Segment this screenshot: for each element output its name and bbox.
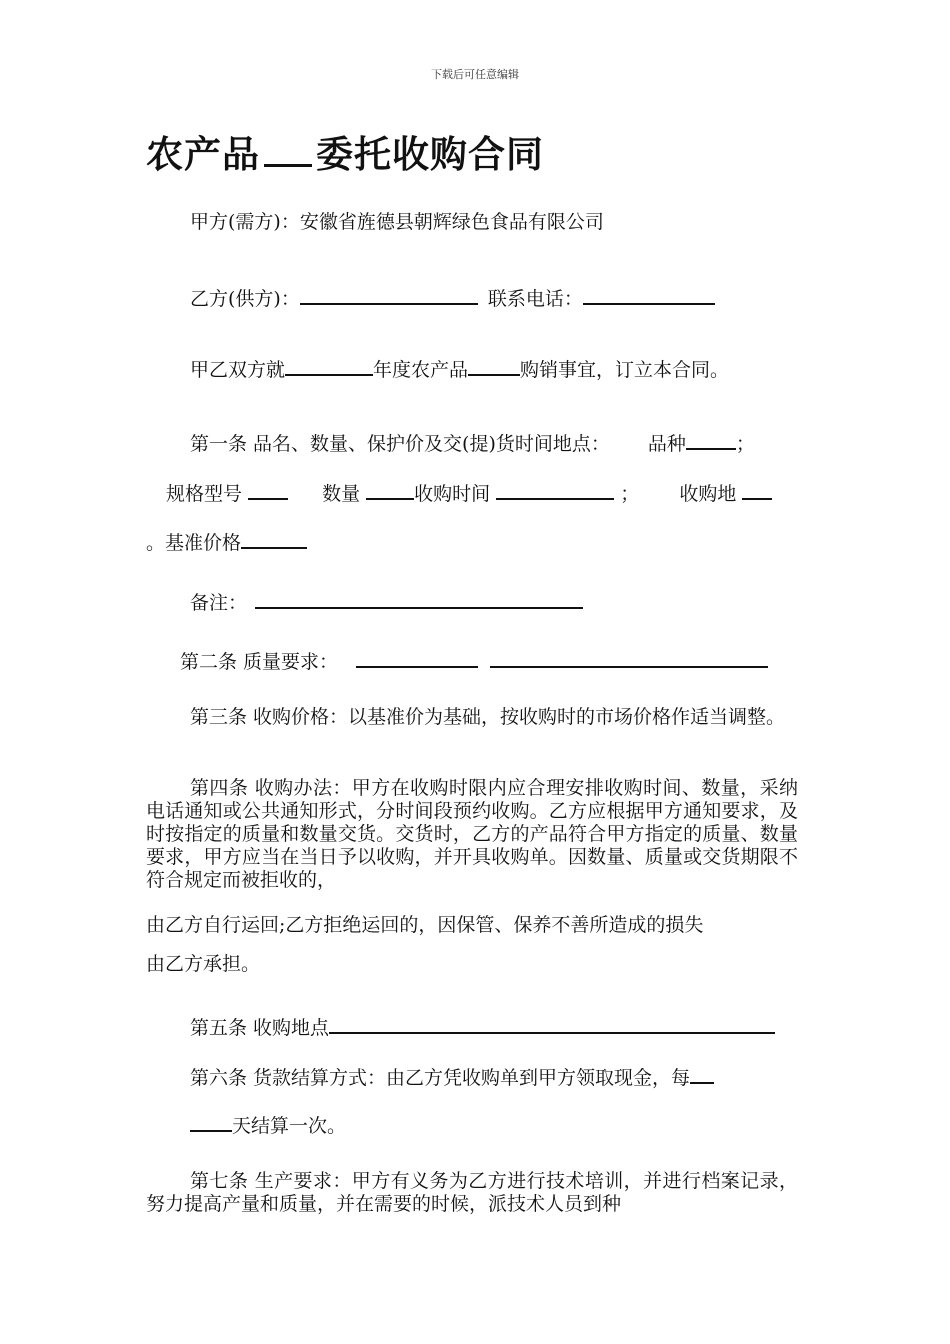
note-label: 备注： xyxy=(190,592,248,614)
title-part2: 委托收购合同 xyxy=(316,132,544,176)
time-end: ； xyxy=(620,483,640,505)
place-blank xyxy=(742,478,772,500)
article7-paragraph: 第七条 生产要求：甲方有义务为乙方进行技术培训，并进行档案记录，努力提高产量和质量，并在需要的时候，派技术人员到种 xyxy=(146,1170,798,1215)
intro-part3: 购销事宜，订立本合同。 xyxy=(520,359,730,381)
article4-line-c: 由乙方承担。 xyxy=(146,953,261,975)
title-part1: 农产品 xyxy=(146,132,260,176)
spec-label: 规格型号 xyxy=(166,483,243,505)
variety-end: ； xyxy=(735,433,755,455)
quality-blank-2 xyxy=(490,646,768,668)
article5-line xyxy=(190,1012,775,1040)
title-blank xyxy=(264,134,312,167)
variety-label: 品种 xyxy=(647,433,686,455)
product-blank xyxy=(468,354,520,376)
time-label: 收购时间 xyxy=(414,483,491,505)
article6-end: 天结算一次。 xyxy=(232,1115,347,1137)
year-blank xyxy=(285,354,373,376)
qty-label: 数量 xyxy=(322,483,361,505)
time-blank xyxy=(496,478,614,500)
settle-blank-b xyxy=(190,1110,232,1132)
intro-line xyxy=(190,354,729,382)
party-a-line: 甲方(需方)：安徽省旌德县朝辉绿色食品有限公司 xyxy=(190,211,604,233)
spec-blank xyxy=(248,478,288,500)
qty-blank xyxy=(366,478,414,500)
variety-blank xyxy=(686,428,736,450)
article2-heading: 第二条 质量要求： xyxy=(180,651,339,673)
article1-heading: 第一条 品名、数量、保护价及交(提)货时间地点： xyxy=(190,433,610,455)
page-header: 下载后可任意编辑 xyxy=(431,68,519,81)
document-title xyxy=(146,124,544,178)
party-b-blank xyxy=(300,283,478,305)
party-b-label: 乙方(供方)： xyxy=(190,288,300,310)
article6-heading: 第六条 货款结算方式：由乙方凭收购单到甲方领取现金，每 xyxy=(190,1067,691,1089)
quality-blank-1 xyxy=(356,646,478,668)
price-blank xyxy=(241,527,307,549)
article2-line xyxy=(180,646,768,674)
intro-part1: 甲乙双方就 xyxy=(190,359,286,381)
phone-blank xyxy=(583,283,715,305)
settle-blank-a xyxy=(690,1062,714,1084)
place-address-blank xyxy=(329,1012,775,1034)
article6-line-b xyxy=(190,1110,346,1138)
note-line xyxy=(190,587,583,615)
article4-line-b: 由乙方自行运回;乙方拒绝运回的，因保管、保养不善所造成的损失 xyxy=(146,914,704,936)
article6-line-a xyxy=(190,1062,714,1090)
article4-paragraph: 第四条 收购办法：甲方在收购时限内应合理安排收购时间、数量，采纳电话通知或公共通知形式，分时间段预约收购。乙方应根据甲方通知要求，及时按指定的质量和数量交货。交货时，乙方的产品符合甲方指定的质量、数量要求，甲方应当在当日予以收购，并开具收购单。因数量、质量或交货期限不符合规定而被拒收的， xyxy=(146,777,798,891)
price-label: 。基准价格 xyxy=(146,532,242,554)
article1-heading-line xyxy=(190,428,755,456)
party-b-line xyxy=(190,283,715,311)
article1-spec-line xyxy=(166,478,772,506)
note-blank xyxy=(255,587,583,609)
article3-paragraph: 第三条 收购价格：以基准价为基础，按收购时的市场价格作适当调整。 xyxy=(190,706,786,728)
article5-heading: 第五条 收购地点 xyxy=(190,1017,330,1039)
place-label: 收购地 xyxy=(679,483,737,505)
intro-part2: 年度农产品 xyxy=(373,359,469,381)
phone-label: 联系电话： xyxy=(487,288,583,310)
article1-price-line xyxy=(146,527,307,555)
